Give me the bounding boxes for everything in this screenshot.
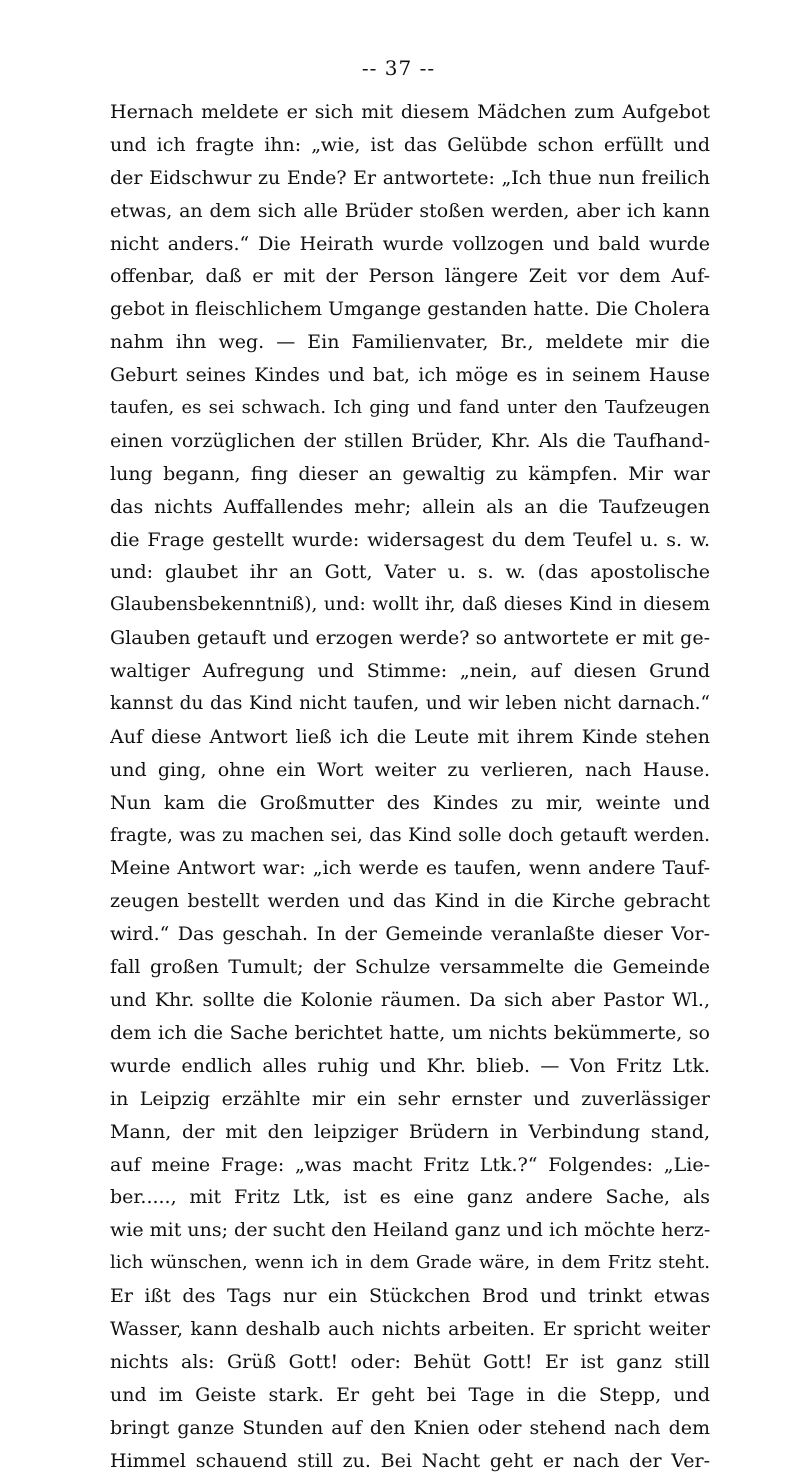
page-number: -- 37 -- — [361, 56, 436, 80]
text-line: Geburt seines Kindes und bat, ich möge es in seinem Hause — [110, 364, 710, 387]
text-line: gebot in fleischlichem Umgange gestanden hatte. Die Cholera — [110, 298, 710, 321]
body-text — [110, 96, 710, 1477]
text-line: und ich fragte ihn: „wie, ist das Gelübde schon erfüllt und — [110, 133, 710, 156]
text-line: bringt ganze Stunden auf den Knien oder stehend nach dem — [110, 1416, 710, 1439]
text-line: Wasser, kann deshalb auch nichts arbeiten. Er spricht weiter — [110, 1317, 710, 1340]
text-line: ber....., mit Fritz Ltk, ist es eine ganz andere Sache, als — [110, 1186, 710, 1209]
text-line: und ging, ohne ein Wort weiter zu verlieren, nach Hause. — [110, 758, 710, 781]
text-line: auf meine Frage: „was macht Fritz Ltk.?“ Folgendes: „Lie- — [110, 1153, 710, 1176]
text-line: wie mit uns; der sucht den Heiland ganz und ich möchte herz- — [110, 1219, 710, 1242]
text-line: kannst du das Kind nicht taufen, und wir leben nicht darnach.“ — [110, 693, 710, 715]
text-line: Glaubensbekenntniß), und: wollt ihr, daß dieses Kind in diesem — [110, 594, 710, 616]
text-line: offenbar, daß er mit der Person längere Zeit vor dem Auf- — [110, 265, 710, 288]
text-line: fragte, was zu machen sei, das Kind solle doch getauft werden. — [110, 824, 710, 846]
text-line: waltiger Aufregung und Stimme: „nein, auf diesen Grund — [110, 660, 710, 683]
text-line: Auf diese Antwort ließ ich die Leute mit ihrem Kinde stehen — [110, 725, 710, 748]
text-line: die Frage gestellt wurde: widersagest du dem Teufel u. s. w. — [110, 528, 710, 551]
text-line: lich wünschen, wenn ich in dem Grade wäre, in dem Fritz steht. — [110, 1252, 710, 1274]
text-line: Hernach meldete er sich mit diesem Mädchen zum Aufgebot — [110, 101, 710, 123]
text-line: wurde endlich alles ruhig und Khr. blieb. — Von Fritz Ltk. — [110, 1054, 710, 1077]
text-line: Glauben getauft und erzogen werde? so antwortete er mit ge- — [110, 627, 710, 650]
text-line: etwas, an dem sich alle Brüder stoßen werden, aber ich kann — [110, 199, 710, 222]
text-line: das nichts Auffallendes mehr; allein als an die Taufzeugen — [110, 495, 710, 518]
text-line: wird.“ Das geschah. In der Gemeinde veranlaßte dieser Vor- — [110, 923, 710, 946]
text-line: dem ich die Sache berichtet hatte, um nichts bekümmerte, so — [110, 1021, 710, 1044]
text-line: Nun kam die Großmutter des Kindes zu mir, weinte und — [110, 791, 710, 814]
text-line: nicht anders.“ Die Heirath wurde vollzogen und bald wurde — [110, 232, 710, 255]
text-line: zeugen bestellt werden und das Kind in die Kirche gebracht — [110, 890, 710, 913]
text-line: Er ißt des Tags nur ein Stückchen Brod und trinkt etwas — [110, 1285, 710, 1308]
text-line: lung begann, fing dieser an gewaltig zu kämpfen. Mir war — [110, 462, 710, 485]
text-line: und im Geiste stark. Er geht bei Tage in die Stepp, und — [110, 1383, 710, 1406]
text-line: fall großen Tumult; der Schulze versammelte die Gemeinde — [110, 956, 710, 979]
text-line: und: glaubet ihr an Gott, Vater u. s. w. (das apostolische — [110, 561, 710, 584]
text-line: der Eidschwur zu Ende? Er antwortete: „Ich thue nun freilich — [110, 166, 710, 189]
text-line: taufen, es sei schwach. Ich ging und fand unter den Taufzeugen — [110, 397, 710, 419]
text-line: in Leipzig erzählte mir ein sehr ernster und zuverlässiger — [110, 1087, 710, 1110]
text-line: und Khr. sollte die Kolonie räumen. Da sich aber Pastor Wl., — [110, 989, 710, 1012]
text-line: nahm ihn weg. — Ein Familienvater, Br., meldete mir die — [110, 331, 710, 354]
text-line: Mann, der mit den leipziger Brüdern in Verbindung stand, — [110, 1120, 710, 1143]
text-line: Himmel schauend still zu. Bei Nacht geht er nach der Ver- — [110, 1449, 710, 1472]
text-line: nichts als: Grüß Gott! oder: Behüt Gott! Er ist ganz still — [110, 1350, 710, 1373]
text-line: Meine Antwort war: „ich werde es taufen, wenn andere Tauf- — [110, 857, 710, 880]
text-line: einen vorzüglichen der stillen Brüder, Khr. Als die Taufhand- — [110, 429, 710, 452]
